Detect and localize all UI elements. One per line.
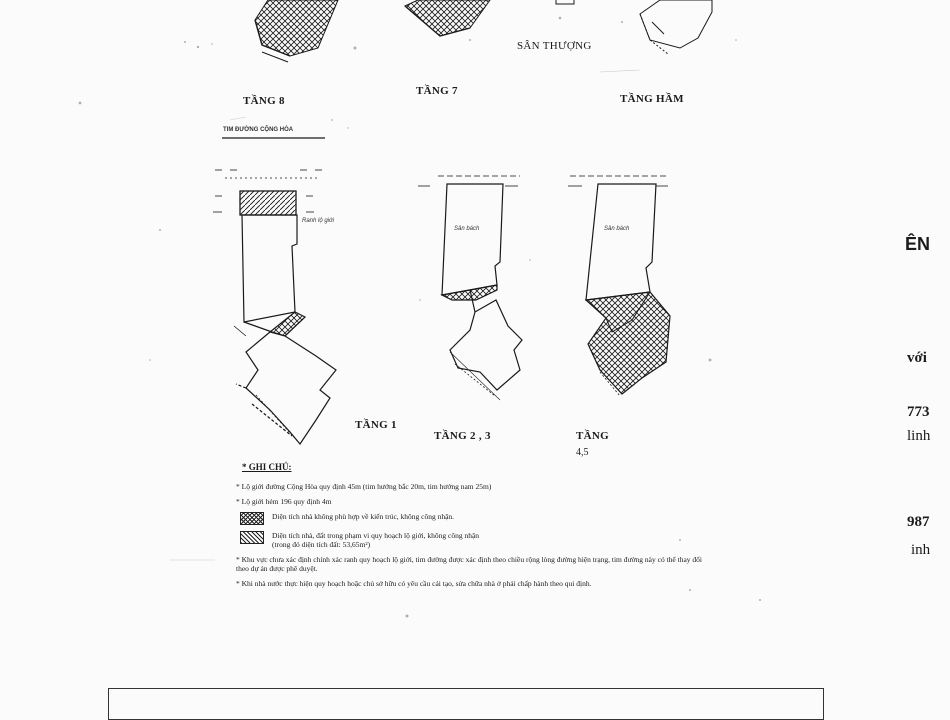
legend-item-diag — [240, 531, 706, 549]
side-text-linh-2: inh — [911, 542, 931, 558]
side-text-voi: với — [907, 350, 927, 366]
crosshatch-swatch-icon — [240, 512, 264, 525]
annotation-san-bach-1: Sân bách — [454, 226, 480, 232]
label-tang-ham: TẦNG HẦM — [620, 93, 684, 105]
note-line-4: * Khi nhà nước thực hiện quy hoạch hoặc chủ sở hữu có yêu cầu cải tạo, sửa chữa nhà ở phải chấp hành theo qui định. — [236, 579, 592, 588]
bottom-frame — [108, 688, 824, 720]
label-tang-2-3: TẦNG 2 , 3 — [434, 430, 491, 442]
notes-section — [236, 462, 706, 594]
annotation-boundary: Ranh lộ giới — [302, 218, 334, 224]
plan-tang-7 — [405, 0, 490, 36]
label-tang-8: TẦNG 8 — [243, 95, 285, 107]
side-text-773: 773 — [907, 404, 930, 420]
notes-heading: * GHI CHÚ: — [242, 462, 292, 472]
note-line-2: * Lộ giới hẻm 196 quy định 4m — [236, 497, 332, 506]
diagonal-swatch-icon — [240, 531, 264, 544]
label-tang-4-5-sub: 4,5 — [576, 447, 589, 458]
plan-tang-8 — [255, 0, 338, 62]
top-center-mark — [556, 0, 574, 4]
plan-tang-ham — [640, 0, 712, 54]
annotation-san-bach-2: Sân bách — [604, 226, 630, 232]
label-tang-1: TẦNG 1 — [355, 419, 397, 431]
label-san-thuong: SÂN THƯỢNG — [517, 40, 592, 52]
side-text-987: 987 — [907, 514, 930, 530]
plan-tang-4-5 — [568, 176, 670, 396]
side-heading-fragment: ÊN — [905, 234, 931, 254]
plan-tang-2-3 — [418, 176, 522, 400]
label-tang-7: TẦNG 7 — [416, 85, 458, 97]
side-text-linh-1: linh — [907, 428, 931, 444]
legend-text-2a: Diện tích nhà, đất trong phạm vi quy hoạch lộ giới, không công nhận — [272, 531, 480, 540]
note-line-3: * Khu vực chưa xác định chính xác ranh quy hoạch lộ giới, tim đường được xác định theo chiều rộng lòng đường hiện trạng, tim đường này có thể thay đổi theo dự án được phê duyệt. — [236, 555, 702, 573]
label-tang-4: TẦNG — [576, 430, 609, 442]
legend-text-1: Diện tích nhà không phù hợp về kiến trúc, không công nhận. — [272, 512, 455, 521]
legend-text-2b: (trong đó diện tích đất: 53,65m²) — [272, 540, 371, 549]
note-line-1: * Lộ giới đường Cộng Hòa quy định 45m (tim hướng bắc 20m, tim hướng nam 25m) — [236, 482, 492, 491]
annotation-road-center: TIM ĐƯỜNG CỘNG HÒA — [223, 127, 294, 133]
legend-item-cross — [240, 512, 706, 525]
